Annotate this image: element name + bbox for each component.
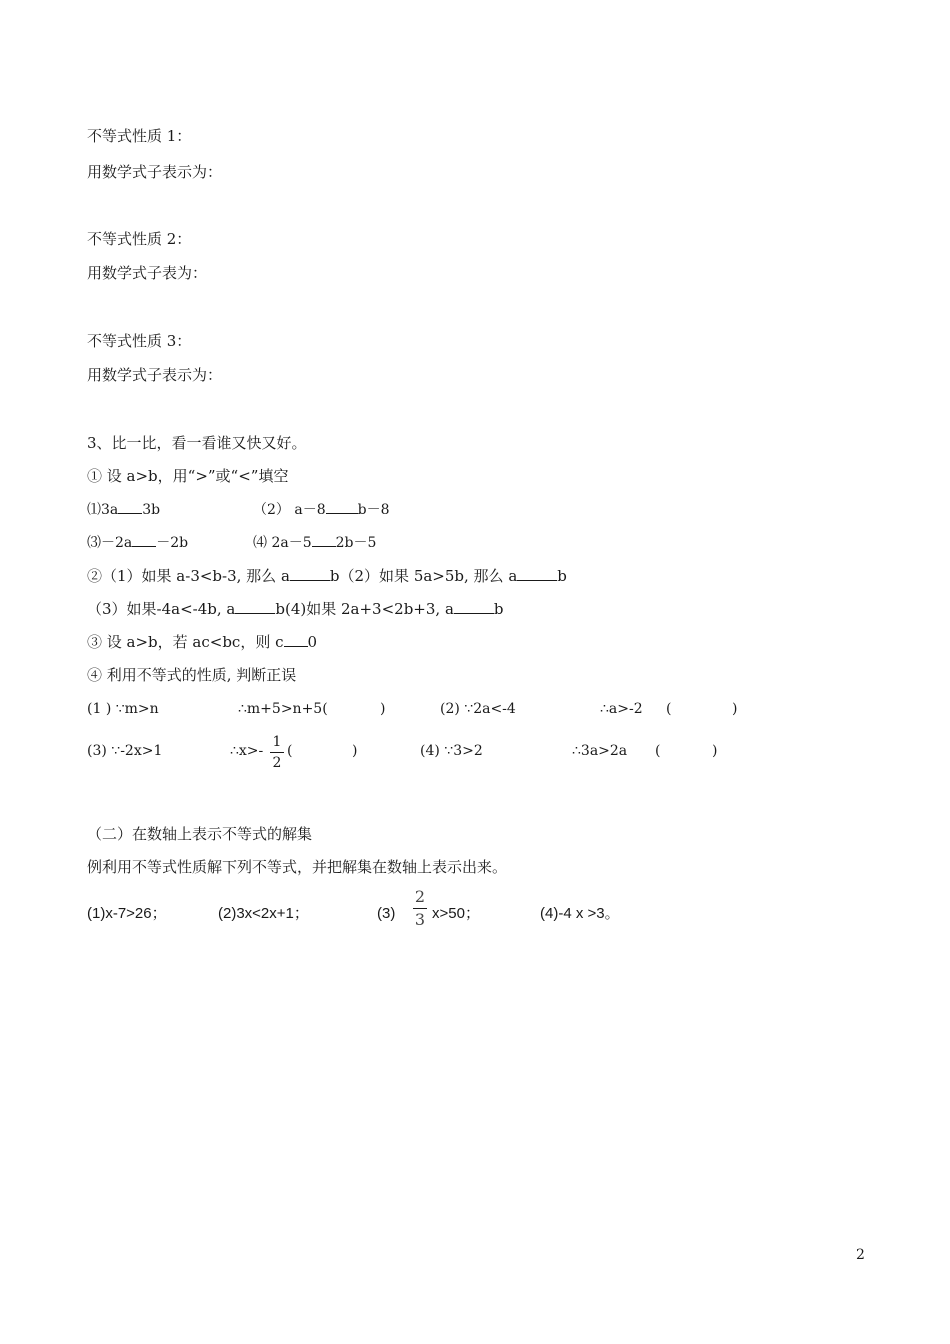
section-3-heading: 3、比一比，看一看谁又快又好。 (87, 434, 307, 452)
question-2-line-1 (87, 566, 567, 586)
question-1-item-1 (87, 499, 160, 520)
q4-r1-paren-close-1: ) (380, 701, 386, 717)
property-1-title: 不等式性质 1： (87, 127, 192, 145)
example-instruction: 例利用不等式性质解下列不等式，并把解集在数轴上表示出来。 (87, 858, 508, 876)
answer-blank[interactable] (290, 566, 330, 581)
q4-r2-paren-close-4: ) (712, 743, 718, 759)
item-right: －2b (156, 535, 189, 551)
q4-r2-conclusion-3: ∴x>- (230, 743, 264, 759)
q3-value: 0 (307, 633, 318, 651)
exercise-4: (4)-4 x >3。 (540, 905, 620, 922)
question-1-item-2 (253, 499, 390, 520)
q2-text-6: b (493, 600, 504, 618)
q2-text-4: （3）如果-4a<-4b, a (87, 600, 236, 618)
item-right: 2b－5 (335, 535, 377, 551)
question-2-line-2 (87, 599, 504, 619)
q4-r1-conclusion-2: ∴a>-2 (600, 701, 643, 717)
property-3-formula: 用数学式子表示为： (87, 366, 223, 384)
answer-blank[interactable] (312, 532, 336, 547)
item-right: b－8 (357, 502, 390, 518)
q2-text-3: b (557, 567, 567, 585)
q4-r1-conclusion-1: ∴m+5>n+5( (238, 701, 328, 717)
exercise-1: (1)x-7>26； (87, 905, 167, 922)
question-1-item-3 (87, 532, 188, 553)
answer-blank[interactable] (454, 599, 494, 614)
section-2-heading: （二）在数轴上表示不等式的解集 (87, 825, 313, 843)
q4-r2-conclusion-4: ∴3a>2a (572, 743, 628, 759)
property-3-title: 不等式性质 3： (87, 332, 192, 350)
item-left: ⑷ 2a－5 (253, 535, 312, 551)
fraction-bar (270, 752, 284, 753)
exercise-2: (2)3x<2x+1； (218, 905, 309, 922)
fraction-denominator: 2 (272, 755, 282, 771)
item-left: ⑶－2a (87, 535, 133, 551)
q4-r2-paren-open-3: ( (287, 743, 293, 759)
q2-text-5: b(4)如果 2a+3<2b+3, a (275, 600, 454, 618)
q4-r2-paren-close-3: ) (352, 743, 358, 759)
exercise-3-label: (3) (377, 905, 396, 922)
q4-r1-premise-1: (1 ) ∵m>n (87, 701, 159, 717)
fraction-bar (413, 908, 427, 909)
fraction-denominator: 3 (414, 910, 426, 929)
q4-r1-paren-close-2: ) (732, 701, 738, 717)
answer-blank[interactable] (326, 499, 358, 514)
item-right: 3b (142, 502, 161, 518)
q4-r2-premise-4: (4) ∵3>2 (420, 743, 483, 759)
q2-text-1: ②（1）如果 a-3<b-3, 那么 a (87, 567, 290, 585)
answer-blank[interactable] (132, 532, 156, 547)
page-number: 2 (856, 1247, 865, 1263)
item-left: （2） a－8 (253, 502, 326, 518)
fraction-numerator: 1 (272, 734, 282, 750)
question-1-stem: ① 设 a>b，用“>”或“<”填空 (87, 467, 289, 485)
q3-text: ③ 设 a>b，若 ac<bc，则 c (87, 633, 284, 651)
q4-r2-paren-open-4: ( (655, 743, 661, 759)
property-1-formula: 用数学式子表示为： (87, 163, 223, 181)
fraction-numerator: 2 (414, 887, 426, 906)
q4-r1-premise-2: (2) ∵2a<-4 (440, 701, 516, 717)
answer-blank[interactable] (517, 566, 557, 581)
q4-r1-paren-open-2: ( (666, 701, 672, 717)
property-2-formula: 用数学式子表为： (87, 264, 208, 282)
answer-blank[interactable] (235, 599, 275, 614)
item-left: ⑴3a (87, 502, 119, 518)
question-1-item-4 (253, 532, 376, 553)
exercise-3-rest: x>50； (432, 905, 480, 922)
answer-blank[interactable] (284, 632, 308, 647)
q4-r2-premise-3: (3) ∵-2x>1 (87, 743, 163, 759)
fraction-one-half (270, 733, 284, 772)
fraction-two-thirds (413, 887, 427, 930)
q2-text-2: b（2）如果 5a>5b, 那么 a (329, 567, 518, 585)
question-4-stem: ④ 利用不等式的性质, 判断正误 (87, 666, 297, 684)
property-2-title: 不等式性质 2： (87, 230, 192, 248)
question-3 (87, 632, 317, 652)
answer-blank[interactable] (118, 499, 142, 514)
